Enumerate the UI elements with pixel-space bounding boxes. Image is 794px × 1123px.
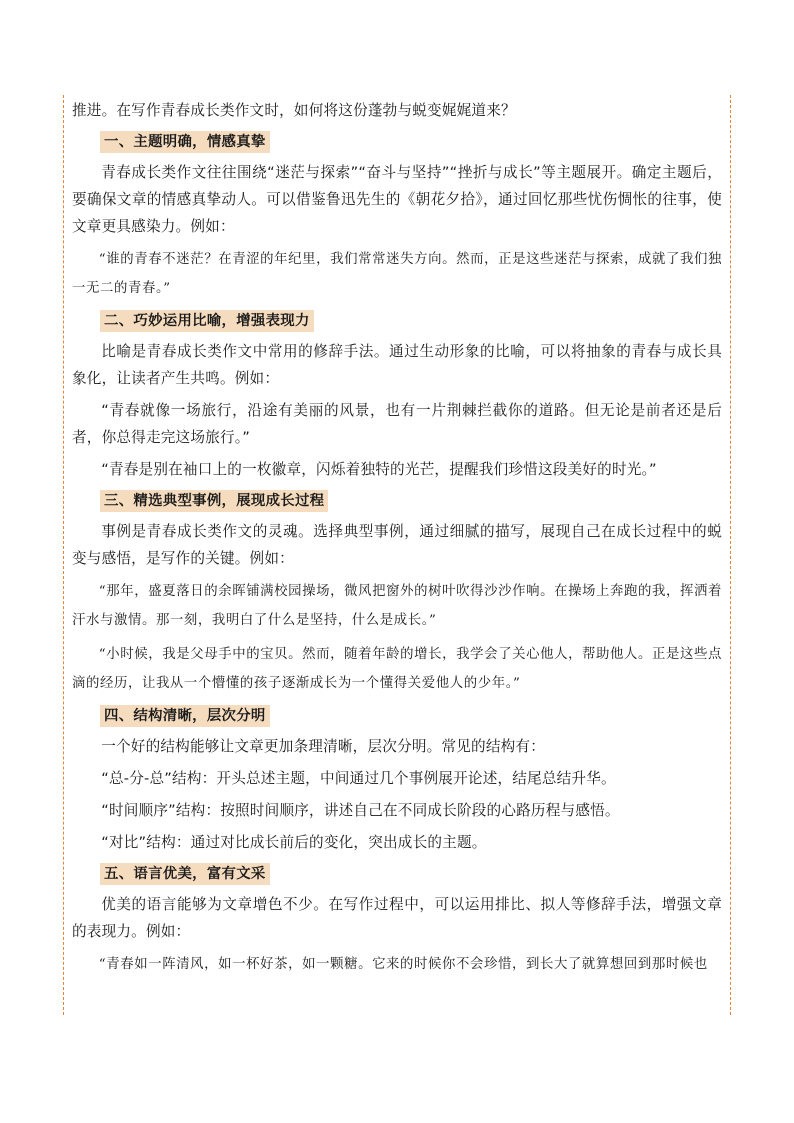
body-paragraph: 一个好的结构能够让文章更加条理清晰，层次分明。常见的结构有： (101, 738, 546, 755)
section-heading-4: 四、结构清晰，层次分明 (100, 705, 270, 727)
quote-paragraph: “青春就像一场旅行，沿途有美丽的风景，也有一片荆棘拦截你的道路。但无论是前者还是后者，你总得走完这场旅行。” (72, 402, 722, 446)
quote-paragraph: “小时候，我是父母手中的宝贝。然而，随着年龄的增长，我学会了关心他人，帮助他人。正是这些点滴的经历，让我从一个懵懂的孩子逐渐成长为一个懂得关爱他人的少年。” (72, 647, 722, 691)
body-paragraph: 青春成长类作文往往围绕“迷茫与探索”“奋斗与坚持”“挫折与成长”等主题展开。确定主题后，要确保文章的情感真挚动人。可以借鉴鲁迅先生的《朝花夕拾》，通过回忆那些忧伤惆怅的往事，使文章更具感染力。例如： (72, 164, 722, 235)
structure-item: “总-分-总”结构：开头总述主题，中间通过几个事例展开论述，结尾总结升华。 (101, 770, 616, 787)
body-paragraph: 比喻是青春成长类作文中常用的修辞手法。通过生动形象的比喻，可以将抽象的青春与成长具象化，让读者产生共鸣。例如： (72, 343, 722, 387)
section-heading-3: 三、精选典型事例，展现成长过程 (100, 490, 328, 512)
section-heading-2: 二、巧妙运用比喻，增强表现力 (100, 310, 314, 332)
quote-paragraph: “青春如一阵清风，如一杯好茶，如一颗糖。它来的时候你不会珍惜，到长大了就算想回到那时候也 (98, 957, 708, 972)
body-paragraph: 优美的语言能够为文章增色不少。在写作过程中，可以运用排比、拟人等修辞手法，增强文章的表现力。例如： (72, 896, 722, 940)
left-margin-line (63, 95, 64, 1015)
quote-paragraph: “谁的青春不迷茫？在青涩的年纪里，我们常常迷失方向。然而，正是这些迷茫与探索，成就了我们独一无二的青春。” (72, 252, 722, 296)
structure-item: “时间顺序”结构：按照时间顺序，讲述自己在不同成长阶段的心路历程与感悟。 (101, 802, 620, 819)
quote-paragraph: “那年，盛夏落日的余晖铺满校园操场，微风把窗外的树叶吹得沙沙作响。在操场上奔跑的我，挥洒着汗水与激情。那一刻，我明白了什么是坚持，什么是成长。” (72, 584, 722, 628)
quote-paragraph: “青春是别在袖口上的一枚徽章，闪烁着独特的光芒，提醒我们珍惜这段美好的时光。” (101, 461, 657, 478)
section-heading-1: 一、主题明确，情感真挚 (100, 131, 270, 153)
section-heading-5: 五、语言优美，富有文采 (100, 863, 270, 885)
document-body (72, 97, 722, 984)
body-paragraph: 事例是青春成长类作文的灵魂。选择典型事例，通过细腻的描写，展现自己在成长过程中的蜕变与感悟，是写作的关键。例如： (72, 523, 722, 567)
right-margin-line (730, 95, 731, 1015)
intro-paragraph: 推进。在写作青春成长类作文时，如何将这份蓬勃与蜕变娓娓道来？ (72, 102, 516, 119)
structure-item: “对比”结构：通过对比成长前后的变化，突出成长的主题。 (101, 834, 487, 851)
